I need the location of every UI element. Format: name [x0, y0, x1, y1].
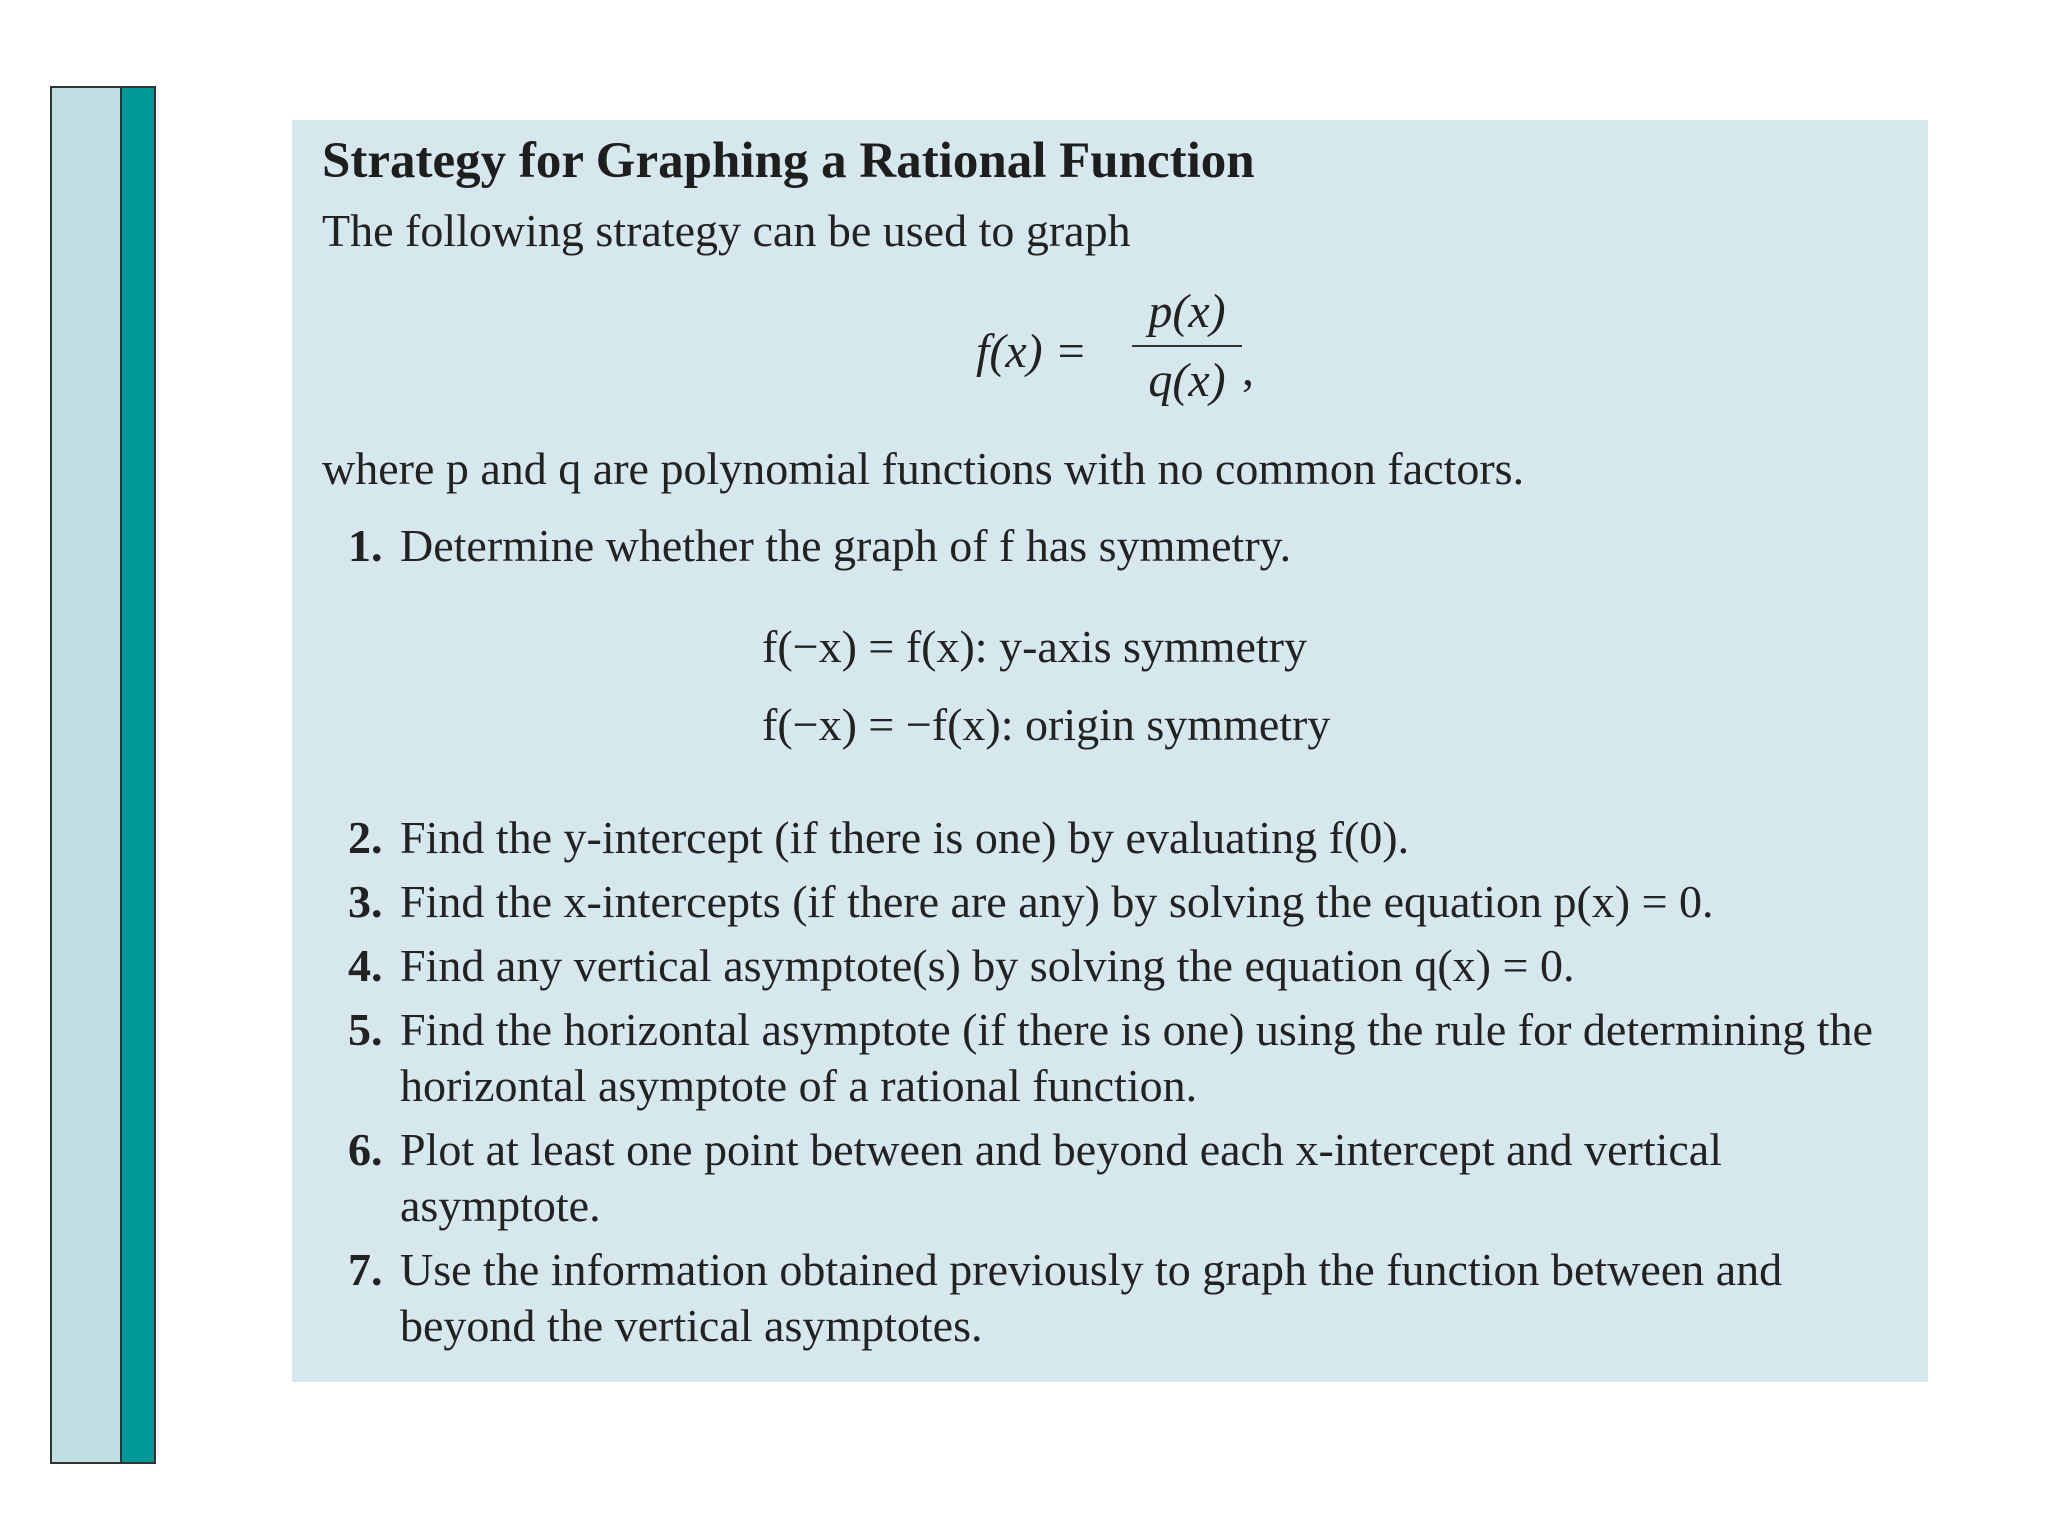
formula-fraction — [1132, 284, 1242, 408]
step-text: Use the information obtained previously to graph the function between and beyond the vertical asymptotes. — [400, 1244, 1783, 1351]
rational-function-formula — [976, 284, 1276, 424]
fraction-bar — [1132, 345, 1242, 347]
formula-numerator: p(x) — [1148, 285, 1226, 338]
step-text: Find the x-intercepts (if there are any) by solving the equation p(x) = 0. — [400, 876, 1714, 927]
decorative-bar-light — [50, 86, 122, 1464]
formula-denominator: q(x) — [1148, 354, 1226, 407]
step-number: 7. — [348, 1244, 383, 1295]
step-text: Find the horizontal asymptote (if there is one) using the rule for determining the horizontal asymptote of a rational function. — [400, 1004, 1873, 1111]
intro-text: The following strategy can be used to graph — [322, 205, 1131, 256]
panel-title: Strategy for Graphing a Rational Function — [322, 133, 1255, 189]
where-text: where p and q are polynomial functions with no common factors. — [322, 443, 1525, 494]
step-number: 4. — [348, 940, 383, 991]
step-number: 3. — [348, 876, 383, 927]
step-text: Find any vertical asymptote(s) by solving the equation q(x) = 0. — [400, 940, 1575, 991]
step-text: Plot at least one point between and beyond each x-intercept and vertical asymptote. — [400, 1124, 1723, 1231]
step-number: 5. — [348, 1004, 383, 1055]
decorative-bar-dark — [120, 86, 156, 1464]
step-text: Find the y-intercept (if there is one) by evaluating f(0). — [400, 812, 1410, 863]
symmetry-rule-origin: f(−x) = −f(x): origin symmetry — [762, 699, 1331, 750]
step-number: 2. — [348, 812, 383, 863]
step-text: Determine whether the graph of f has symmetry. — [400, 520, 1292, 571]
formula-comma: , — [1242, 343, 1254, 396]
strategy-panel — [292, 120, 1928, 1382]
formula-lhs: f(x) = — [976, 325, 1087, 378]
step-number: 1. — [348, 520, 383, 571]
step-number: 6. — [348, 1124, 383, 1175]
symmetry-rule-y-axis: f(−x) = f(x): y-axis symmetry — [762, 621, 1307, 672]
